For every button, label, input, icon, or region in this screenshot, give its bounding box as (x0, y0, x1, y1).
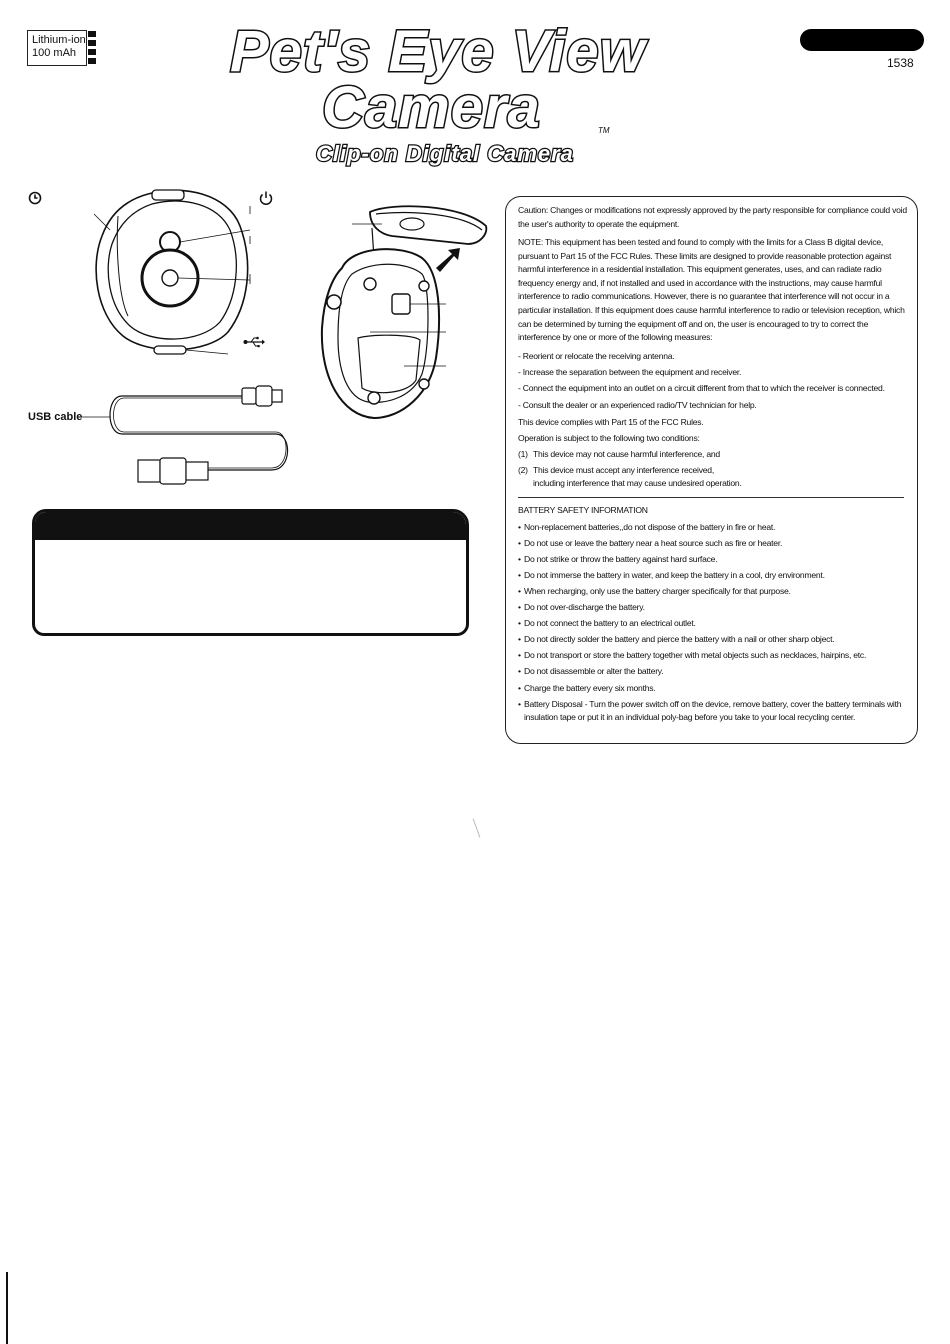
fcc-compliance (518, 416, 912, 446)
scan-artifact (473, 818, 481, 837)
redacted-label-bar (800, 29, 924, 51)
clock-icon (28, 191, 42, 205)
fcc-operation-text: Operation is subject to the following two conditions: (518, 433, 700, 444)
battery-terminal-icon (88, 31, 96, 65)
battery-type: Lithium-ion (32, 34, 86, 46)
battery-safety-item: • Do not connect the battery to an electrical outlet. (518, 618, 696, 629)
battery-safety-item: • Non-replacement batteries,,do not dispose of the battery in fire or heat. (518, 521, 776, 532)
battery-safety-item: • Do not use or leave the battery near a heat source such as fire or heater. (518, 537, 783, 548)
camera-front-illustration (88, 186, 258, 356)
fcc-measure-item: - Consult the dealer or an experienced radio/TV technician for help. (518, 399, 757, 410)
battery-safety-item: • Do not directly solder the battery and pierce the battery with a nail or other sharp object. (518, 634, 835, 645)
fcc-caution-text: Caution: Changes or modifications not expressly approved by the party responsible for compliance could void the user's authority to operate the equipment. (518, 205, 907, 229)
product-title-line2: Camera (322, 75, 541, 140)
battery-safety-section (518, 504, 912, 727)
blank-warning-box (32, 509, 469, 636)
battery-capacity: 100 mAh (32, 47, 77, 59)
product-subtitle: Clip-on Digital Camera (316, 141, 574, 166)
fcc-measure-item: - Increase the separation between the equipment and receiver. (518, 367, 742, 378)
fcc-caution (518, 204, 912, 231)
usb-cable-label: USB cable (28, 411, 83, 423)
power-icon (258, 190, 274, 206)
product-title: Pet's Eye View (230, 19, 646, 84)
page-edge-line (6, 1272, 8, 1344)
battery-safety-item: • Do not strike or throw the battery against hard surface. (518, 553, 718, 564)
fcc-measure-item: - Reorient or relocate the receiving antenna. (518, 351, 675, 361)
trademark-mark: TM (598, 126, 610, 135)
battery-safety-item: • When recharging, only use the battery charger specifically for that purpose. (518, 585, 791, 596)
battery-safety-heading: BATTERY SAFETY INFORMATION (518, 505, 648, 515)
battery-safety-item: • Charge the battery every six months. (518, 682, 656, 693)
section-divider (518, 497, 904, 498)
condition-text: This device may not cause harmful interference, and (533, 449, 720, 459)
fcc-note (518, 236, 912, 345)
fcc-compliance-text: This device complies with Part 15 of the FCC Rules. (518, 417, 704, 427)
condition-number: (1) (518, 449, 528, 459)
usb-cable-illustration (76, 384, 296, 492)
battery-safety-item: • Do not transport or store the battery together with metal objects such as necklaces, hairpins, etc. (518, 650, 867, 661)
fcc-condition-item (518, 464, 912, 491)
fcc-conditions-list (518, 448, 912, 493)
fcc-condition-item (518, 448, 912, 462)
battery-safety-item: • Do not over-discharge the battery. (518, 602, 645, 613)
item-number: 1538 (887, 56, 914, 70)
camera-clip-illustration (312, 198, 492, 428)
battery-safety-item: • Do not immerse the battery in water, and keep the battery in a cool, dry environment. (518, 569, 825, 580)
fcc-measures-list (518, 350, 912, 415)
condition-number: (2) (518, 464, 528, 475)
battery-safety-item: • Battery Disposal - Turn the power switch off on the device, remove battery, cover the battery terminals with insulation tape or put it in an individual poly-bag before you take to your local recycling center. (518, 698, 902, 723)
fcc-note-text: NOTE: This equipment has been tested and found to comply with the limits for a Class B digital device, pursuant to Part 15 of the FCC Rules. These limits are designed to provide reasonable protection against harmful interference in a residential installation. This equipment generates, uses, and can radiate radio frequency energy and, if not installed and used in accordance with the instructions, may cause harmful interference to radio communications. However, there is no guarantee that interference will not occur in a particular installation. If this equipment does cause harmful interference to radio or television reception, which can be determined by turning the equipment off and on, the user is encouraged to try to correct the interference by one or more of the following measures: (518, 237, 905, 343)
battery-spec-text (32, 34, 86, 60)
condition-text: This device must accept any interference received, including interference that may cause undesired operation. (533, 464, 742, 489)
warning-box-header-bar (35, 512, 466, 540)
fcc-measure-item: - Connect the equipment into an outlet on a circuit different from that to which the receiver is connected. (518, 383, 885, 394)
battery-spec-badge (27, 30, 87, 66)
battery-safety-item: • Do not disassemble or alter the battery. (518, 666, 664, 677)
